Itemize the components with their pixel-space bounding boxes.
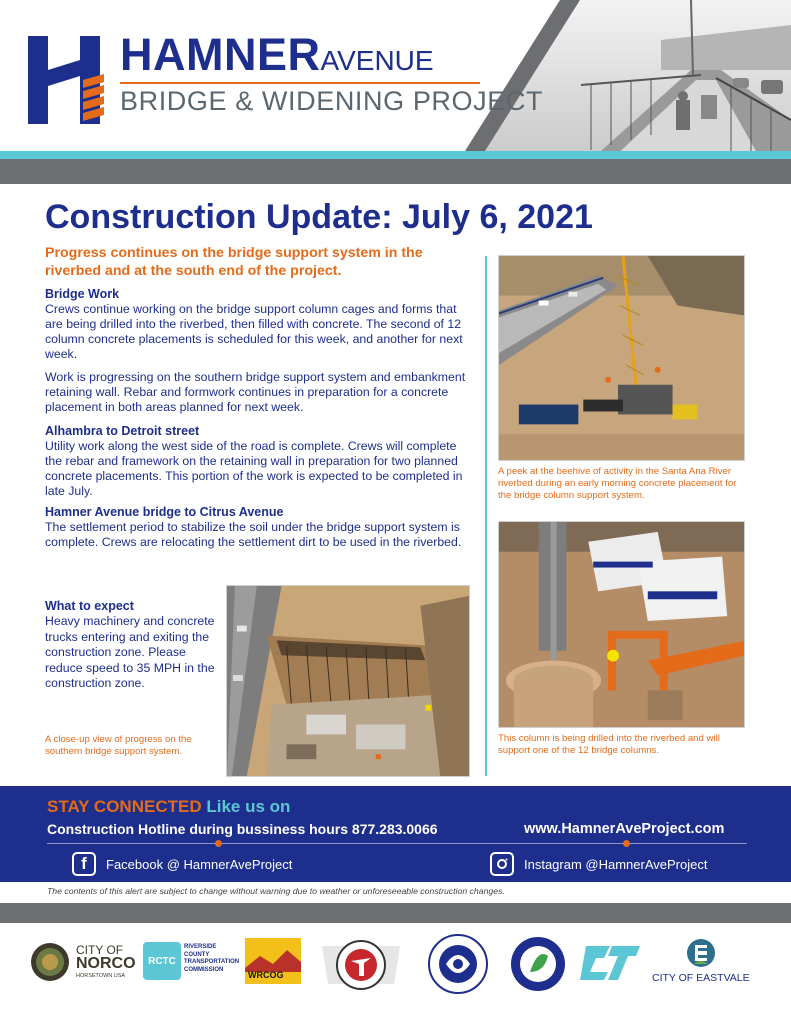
divider-dot-right	[623, 840, 630, 847]
what-to-expect	[45, 598, 217, 700]
rctc-line-1: RIVERSIDE	[184, 944, 217, 950]
like-us-label: Like us on	[206, 797, 291, 816]
photo-riverbed-activity	[498, 255, 745, 461]
norco-city-of: CITY OF	[76, 943, 124, 957]
photo-column-drilling	[498, 521, 745, 728]
header-slash	[440, 0, 580, 151]
expect-paragraph: Heavy machinery and concrete trucks entering and exiting the construction zone. Please reduce speed to 35 MPH in the construction zone.	[45, 614, 215, 690]
footer-grey-band	[0, 903, 791, 923]
instagram-handle: Instagram @HamnerAveProject	[524, 856, 708, 872]
project-title-avenue: AVENUE	[320, 45, 434, 76]
norco-tagline: HORSETOWN USA	[76, 973, 126, 979]
hamner-logo-icon	[28, 36, 104, 124]
norco-name: NORCO	[76, 955, 136, 972]
photo-southern-support	[226, 585, 470, 777]
lead-text: Progress continues on the bridge support system in the riverbed and at the south end of the project.	[45, 245, 423, 279]
section-heading-citrus: Hamner Avenue bridge to Citrus Avenue	[45, 505, 284, 519]
alhambra-paragraph: Utility work along the west side of the road is complete. Crews will complete the rebar and framework on the retaining wall in preparation for two planned concrete placements. This portion of the work is expected to be completed in late July.	[45, 439, 463, 498]
header-teal-band	[0, 151, 791, 159]
article-body	[45, 244, 470, 558]
rctc-line-3: TRANSPORTATION	[184, 959, 240, 965]
rctc-logo	[184, 944, 239, 974]
project-subtitle: BRIDGE & WIDENING PROJECT	[120, 86, 544, 116]
section-heading-bridge-work: Bridge Work	[45, 287, 120, 301]
column-divider	[485, 256, 487, 776]
facebook-icon: f	[72, 852, 96, 876]
project-title-main: HAMNER	[120, 29, 321, 80]
norco-logo	[76, 944, 136, 980]
disclaimer: The contents of this alert are subject to change without warning due to weather or unforeseeable construction changes.	[47, 886, 505, 896]
project-title	[120, 29, 434, 80]
wrcog-text: WRCOG	[248, 970, 284, 980]
hotline-text: Construction Hotline during bussiness hours 877.283.0066	[47, 821, 438, 837]
page-title: Construction Update: July 6, 2021	[45, 198, 593, 236]
rctc-line-2: COUNTY	[184, 951, 210, 958]
caption-column-drilling: This column is being drilled into the riverbed and will support one of the 12 bridge columns.	[498, 733, 720, 756]
rctc-line-4: COMMISSION	[184, 966, 224, 973]
facebook-handle: Facebook @ HamnerAveProject	[106, 856, 293, 872]
caption-southern-support: A close-up view of progress on the southern bridge support system.	[45, 734, 192, 757]
section-heading-alhambra: Alhambra to Detroit street	[45, 424, 200, 438]
bridge-work-paragraph-1: Crews continue working on the bridge support column cages and forms that are being drilled into the riverbed, then filled with concrete. The second of 12 column concrete placements is scheduled for this week, and another for next week.	[45, 302, 463, 361]
conservation-district-seal-icon	[510, 936, 566, 992]
eastvale-logo-icon	[686, 938, 716, 968]
riverside-transportation-logo-icon	[318, 936, 404, 994]
norco-seal-icon	[30, 942, 70, 982]
stay-connected-label: STAY CONNECTED	[47, 797, 202, 816]
website-link[interactable]: www.HamnerAveProject.com	[524, 821, 725, 837]
bridge-work-paragraph-2: Work is progressing on the southern bridge support system and embankment retaining wall. Rebar and formwork continues in preparation for a concrete placement in both areas planned for next week.	[45, 370, 466, 414]
title-rule	[120, 82, 480, 84]
stay-connected-title	[47, 797, 290, 817]
connect-divider	[47, 843, 747, 844]
caption-riverbed-activity: A peek at the beehive of activity in the Santa Ana River riverbed during an early morning concrete placement for the bridge column support system.	[498, 466, 737, 501]
eastvale-text: CITY OF EASTVALE	[652, 972, 750, 984]
divider-dot-left	[215, 840, 222, 847]
facebook-link[interactable]	[72, 852, 292, 876]
instagram-icon	[490, 852, 514, 876]
instagram-link[interactable]	[490, 852, 707, 876]
rctc-badge: RCTC	[143, 942, 181, 980]
header-grey-band	[0, 159, 791, 184]
caltrans-logo-icon	[580, 942, 640, 982]
section-heading-expect: What to expect	[45, 599, 134, 613]
citrus-paragraph: The settlement period to stabilize the soil under the bridge support system is complete. Crews are relocating the settlement dirt to be used in the riverbed.	[45, 520, 462, 549]
usdot-seal-icon	[428, 934, 488, 994]
partner-logos	[0, 930, 791, 1015]
